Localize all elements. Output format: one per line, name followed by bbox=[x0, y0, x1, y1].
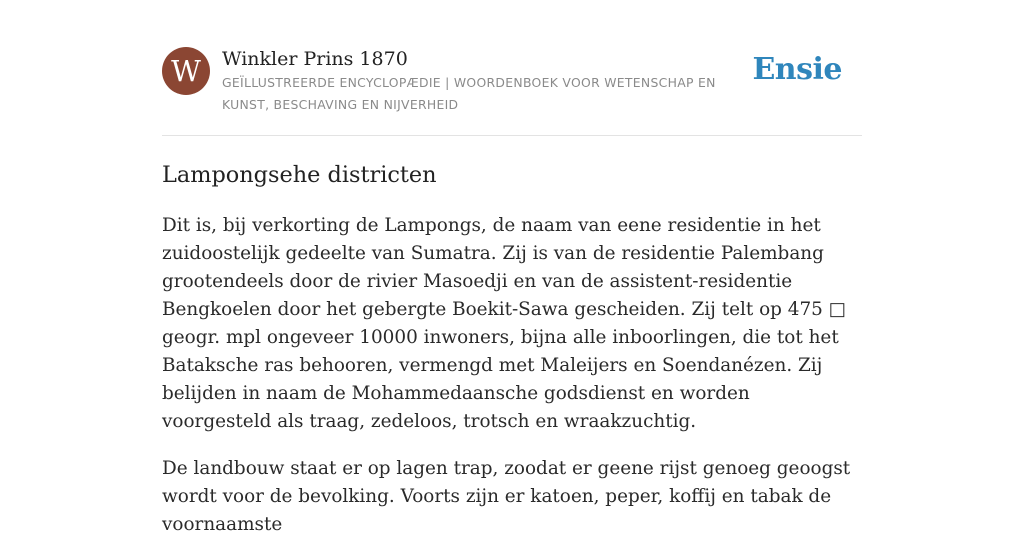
avatar-letter: W bbox=[171, 54, 201, 88]
site-header bbox=[162, 44, 862, 116]
publication-subtitle: GEÏLLUSTREERDE ENCYCLOPÆDIE | WOORDENBOEK VOOR WETENSCHAP EN KUNST, BESCHAVING EN NIJVERHEID bbox=[222, 75, 716, 112]
ensie-logo[interactable]: Ensie bbox=[752, 52, 842, 87]
article-title: Lampongsehe districten bbox=[162, 162, 437, 188]
article-content bbox=[162, 155, 862, 539]
header-divider bbox=[162, 135, 862, 136]
article-paragraph: De landbouw staat er op lagen trap, zoodat er geene rijst genoeg geoogst wordt voor de bevolking. Voorts zijn er katoen, peper, koffij en tabak de voornaamste bbox=[162, 458, 851, 535]
publication-avatar[interactable] bbox=[162, 47, 210, 95]
publication-title[interactable]: Winkler Prins 1870 bbox=[222, 48, 408, 70]
article-paragraph: Dit is, bij verkorting de Lampongs, de naam van eene residentie in het zuidoostelijk gedeelte van Sumatra. Zij is van de residentie Palembang grootendeels door de rivier Masoedji en van de assistent-residentie Bengkoelen door het gebergte Boekit-Sawa gescheiden. Zij telt op 475 □ geogr. mpl ongeveer 10000 inwoners, bijna alle inboorlingen, die tot het Bataksche ras behooren, vermengd met Maleijers en Soendanézen. Zij belijden in naam de Mohammedaansche godsdienst en worden voorgesteld als traag, zedeloos, trotsch en wraakzuchtig. bbox=[162, 215, 847, 432]
